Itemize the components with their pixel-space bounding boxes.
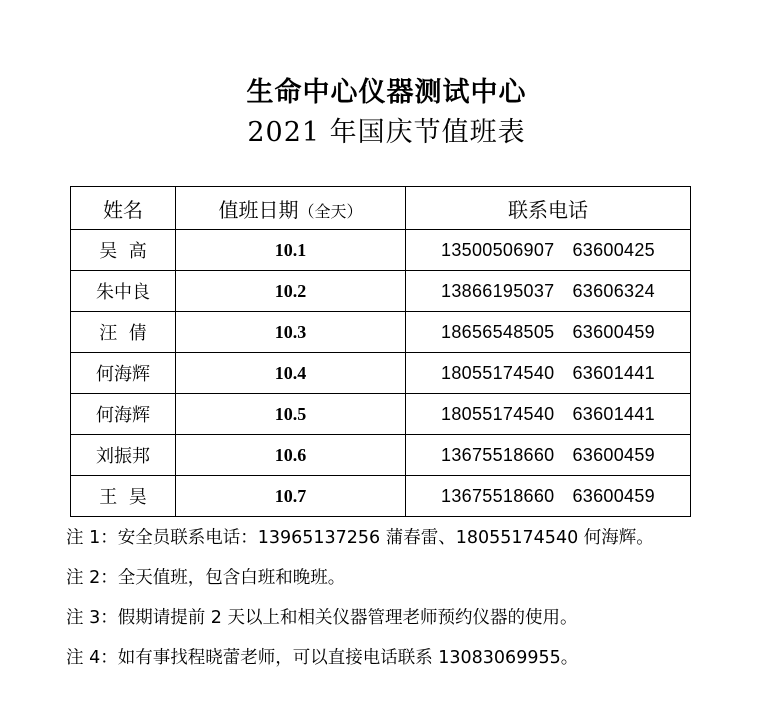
table-row <box>71 476 691 517</box>
header-date-sub: （全天） <box>298 201 363 221</box>
note-1: 注 1：安全员联系电话：13965137256 蒲春雷、18055174540 何海辉。 <box>66 528 654 548</box>
header-phone: 联系电话 <box>406 187 691 230</box>
row-date: 10.5 <box>176 394 406 435</box>
table-header-row <box>71 187 691 230</box>
note-2: 注 2：全天值班，包含白班和晚班。 <box>66 568 346 588</box>
row-phone <box>406 230 691 271</box>
row-name: 朱中良 <box>71 271 176 312</box>
table-row <box>71 271 691 312</box>
row-name: 吴 高 <box>71 230 176 271</box>
row-mobile: 13675518660 <box>441 485 555 506</box>
row-landline: 63601441 <box>572 362 655 383</box>
row-mobile: 13675518660 <box>441 444 555 465</box>
table-row <box>71 435 691 476</box>
row-date: 10.2 <box>176 271 406 312</box>
table-row <box>71 230 691 271</box>
row-date: 10.1 <box>176 230 406 271</box>
row-landline: 63600459 <box>572 485 655 506</box>
header-date-label: 值班日期 <box>218 197 299 222</box>
row-name: 何海辉 <box>71 353 176 394</box>
row-phone <box>406 271 691 312</box>
table-row <box>71 394 691 435</box>
page-title: 生命中心仪器测试中心 <box>246 77 527 108</box>
row-name: 刘振邦 <box>71 435 176 476</box>
header-name: 姓名 <box>71 187 176 230</box>
row-mobile: 18055174540 <box>441 362 555 383</box>
row-name: 汪 倩 <box>71 312 176 353</box>
note-4: 注 4：如有事找程晓蕾老师，可以直接电话联系 13083069955。 <box>66 648 579 668</box>
note-3: 注 3：假期请提前 2 天以上和相关仪器管理老师预约仪器的使用。 <box>66 608 578 628</box>
row-landline: 63601441 <box>572 403 655 424</box>
row-date: 10.3 <box>176 312 406 353</box>
duty-table <box>70 186 691 517</box>
page-subtitle: 2021 年国庆节值班表 <box>247 117 526 148</box>
row-mobile: 13500506907 <box>441 239 555 260</box>
row-date: 10.7 <box>176 476 406 517</box>
row-mobile: 18656548505 <box>441 321 555 342</box>
header-date <box>176 187 406 230</box>
table-row <box>71 353 691 394</box>
row-landline: 63606324 <box>572 280 655 301</box>
row-landline: 63600459 <box>572 321 655 342</box>
table-row <box>71 312 691 353</box>
row-name: 何海辉 <box>71 394 176 435</box>
row-landline: 63600425 <box>572 239 655 260</box>
row-date: 10.4 <box>176 353 406 394</box>
row-name: 王 昊 <box>71 476 176 517</box>
row-phone <box>406 394 691 435</box>
row-phone <box>406 435 691 476</box>
row-phone <box>406 353 691 394</box>
notes-section <box>66 524 766 684</box>
row-mobile: 18055174540 <box>441 403 555 424</box>
row-phone <box>406 312 691 353</box>
row-mobile: 13866195037 <box>441 280 555 301</box>
row-date: 10.6 <box>176 435 406 476</box>
row-landline: 63600459 <box>572 444 655 465</box>
row-phone <box>406 476 691 517</box>
